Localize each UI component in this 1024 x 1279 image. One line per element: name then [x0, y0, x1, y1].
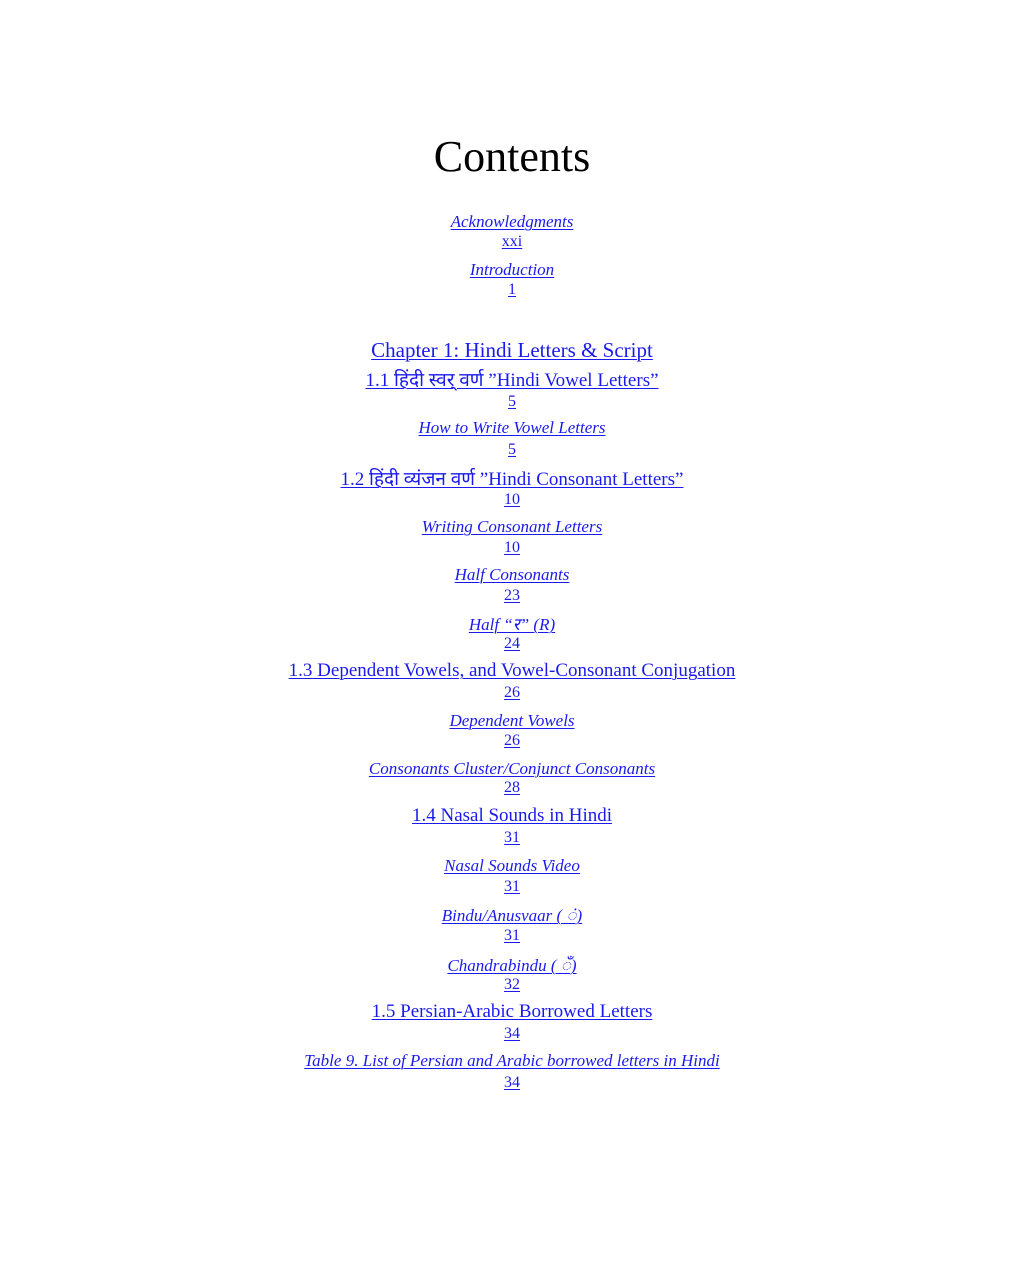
toc-page-bindu	[0, 927, 1024, 945]
toc-entry-half-r	[0, 612, 1024, 635]
toc-page-link[interactable]: 26	[504, 684, 520, 701]
toc-entry-dependent-vowels	[0, 711, 1024, 731]
toc-link-bindu-anusvaar[interactable]: Bindu/Anusvaar ( ं)	[441, 906, 583, 925]
toc-link-chandrabindu[interactable]: Chandrabindu ( ँ)	[447, 956, 577, 975]
toc-page-nasal-sounds-video	[0, 878, 1024, 896]
toc-page-how-to-write-vowels	[0, 441, 1024, 459]
toc-page-half-consonants	[0, 587, 1024, 605]
toc-page-acknowledgments	[0, 233, 1024, 251]
toc-entry-nasal-sounds-video	[0, 856, 1024, 876]
toc-link-section-1-1[interactable]: 1.1 हिंदी स्वर् वर्ण ”Hindi Vowel Letters”	[365, 370, 659, 391]
toc-entry-how-to-write-vowels	[0, 418, 1024, 438]
toc-link-section-1-4[interactable]: 1.4 Nasal Sounds in Hindi	[411, 805, 613, 826]
toc-page-link[interactable]: xxi	[501, 233, 523, 250]
toc-link-writing-consonant-letters[interactable]: Writing Consonant Letters	[421, 517, 603, 536]
toc-entry-1-1	[0, 366, 1024, 392]
toc-page-1-3	[0, 684, 1024, 702]
toc-link-acknowledgments[interactable]: Acknowledgments	[450, 212, 574, 231]
page-title: Contents	[433, 132, 591, 181]
toc-entry-1-3	[0, 660, 1024, 682]
toc-link-half-consonants[interactable]: Half Consonants	[454, 565, 570, 584]
toc-link-half-r[interactable]: Half “र” (R)	[468, 615, 556, 634]
toc-page-link[interactable]: 32	[504, 976, 520, 993]
toc-page-link[interactable]: 1	[508, 281, 516, 298]
toc-page-link[interactable]: 34	[504, 1074, 520, 1091]
toc-entry-chandrabindu	[0, 953, 1024, 976]
toc-page-link[interactable]: 31	[504, 829, 520, 846]
toc-page-link[interactable]: 28	[504, 779, 520, 796]
toc-entry-table-9	[0, 1051, 1024, 1071]
toc-link-chapter-1[interactable]: Chapter 1: Hindi Letters & Script	[371, 338, 653, 362]
toc-page-1-4	[0, 829, 1024, 847]
toc-entry-1-4	[0, 805, 1024, 827]
toc-entry-1-2	[0, 465, 1024, 491]
toc-page-dependent-vowels	[0, 732, 1024, 750]
toc-page-link[interactable]: 23	[504, 587, 520, 604]
toc-entry-bindu	[0, 903, 1024, 926]
toc-page-link[interactable]: 10	[504, 539, 520, 556]
toc-link-dependent-vowels[interactable]: Dependent Vowels	[449, 711, 575, 730]
toc-entry-acknowledgments	[0, 212, 1024, 232]
toc-entry-writing-consonants	[0, 517, 1024, 537]
toc-link-nasal-sounds-video[interactable]: Nasal Sounds Video	[444, 856, 580, 875]
toc-link-section-1-3[interactable]: 1.3 Dependent Vowels, and Vowel-Consonant Conjugation	[288, 660, 736, 681]
toc-page-1-1	[0, 393, 1024, 411]
toc-page-1-2	[0, 491, 1024, 509]
toc-page-consonant-clusters	[0, 779, 1024, 797]
toc-link-how-to-write-vowel-letters[interactable]: How to Write Vowel Letters	[418, 418, 606, 437]
toc-link-consonants-cluster[interactable]: Consonants Cluster/Conjunct Consonants	[368, 759, 656, 778]
toc-page-half-r	[0, 635, 1024, 653]
toc-entry-half-consonants	[0, 565, 1024, 585]
toc-page-link[interactable]: 34	[504, 1025, 520, 1042]
toc-page-link[interactable]: 5	[508, 441, 516, 458]
toc-page-introduction	[0, 281, 1024, 299]
toc-link-section-1-5[interactable]: 1.5 Persian-Arabic Borrowed Letters	[371, 1001, 653, 1022]
toc-page-table-9	[0, 1074, 1024, 1092]
toc-entry-consonant-clusters	[0, 759, 1024, 779]
toc-link-section-1-2[interactable]: 1.2 हिंदी व्यंजन वर्ण ”Hindi Consonant Letters”	[340, 469, 684, 490]
toc-page-link[interactable]: 5	[508, 393, 516, 410]
toc-page-link[interactable]: 26	[504, 732, 520, 749]
toc-link-table-9[interactable]: Table 9. List of Persian and Arabic borrowed letters in Hindi	[304, 1051, 720, 1070]
toc-entry-chapter-1	[0, 338, 1024, 363]
toc-page-link[interactable]: 31	[504, 927, 520, 944]
toc-page-chandrabindu	[0, 976, 1024, 994]
toc-page-writing-consonants	[0, 539, 1024, 557]
toc-link-introduction[interactable]: Introduction	[469, 260, 555, 279]
toc-page-link[interactable]: 10	[504, 491, 520, 508]
toc-entry-1-5	[0, 1001, 1024, 1023]
toc-page-link[interactable]: 24	[504, 635, 520, 652]
toc-entry-introduction	[0, 260, 1024, 280]
toc-page-link[interactable]: 31	[504, 878, 520, 895]
toc-page-1-5	[0, 1025, 1024, 1043]
